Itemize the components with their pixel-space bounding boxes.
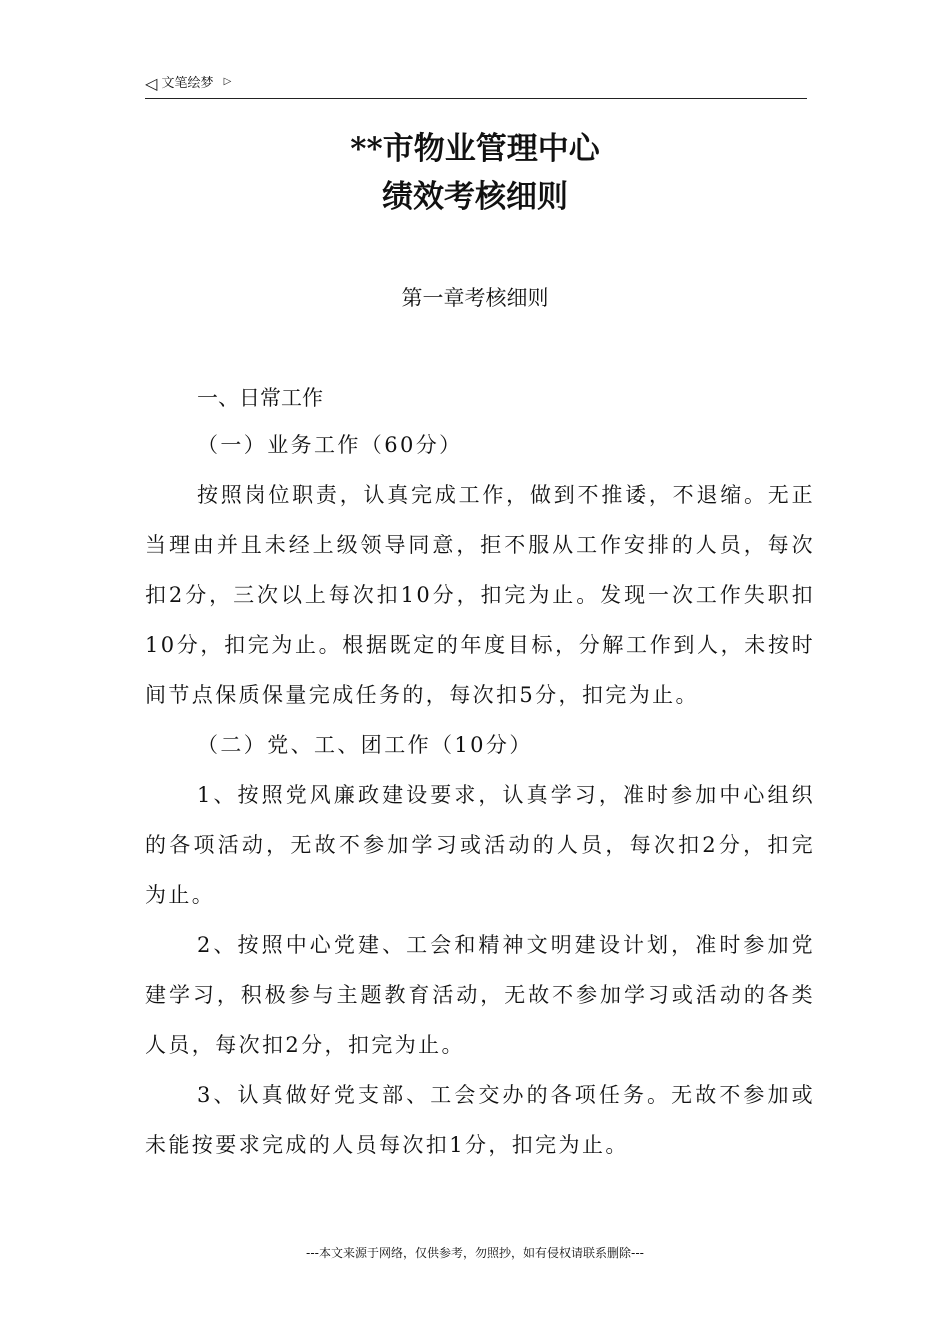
paragraph-party-rule-2: 2、按照中心党建、工会和精神文明建设计划，准时参加党建学习，积极参与主题教育活动，无故不参加学习或活动的各类人员，每次扣2分，扣完为止。 [145, 933, 815, 1057]
header-brand: 文笔绘梦 [161, 76, 214, 91]
subsection-heading-party: （二）党、工、团工作（10分） [197, 733, 533, 757]
right-triangle-icon: ▷ [223, 76, 232, 87]
section-heading: 一、日常工作 [197, 386, 323, 410]
document-body [145, 420, 815, 1170]
paragraph-party-rule-1: 1、按照党风廉政建设要求，认真学习，准时参加中心组织的各项活动，无故不参加学习或活动的人员，每次扣2分，扣完为止。 [145, 783, 815, 907]
document-title-line-2: 绩效考核细则 [382, 179, 568, 215]
page-footer-disclaimer: ---本文来源于网络，仅供参考，勿照抄，如有侵权请联系删除--- [306, 1246, 644, 1260]
page-header [145, 74, 807, 99]
paragraph-business-rules: 按照岗位职责，认真完成工作，做到不推诿，不退缩。无正当理由并且未经上级领导同意，拒不服从工作安排的人员，每次扣2分，三次以上每次扣10分，扣完为止。发现一次工作失职扣10分，扣完为止。根据既定的年度目标，分解工作到人，未按时间节点保质保量完成任务的，每次扣5分，扣完为止。 [145, 483, 815, 707]
paragraph-party-rule-3: 3、认真做好党支部、工会交办的各项任务。无故不参加或未能按要求完成的人员每次扣1分，扣完为止。 [145, 1083, 815, 1157]
subsection-heading-business: （一）业务工作（60分） [197, 433, 463, 457]
left-triangle-icon: ◁ [145, 74, 158, 93]
chapter-heading: 第一章考核细则 [401, 286, 549, 310]
document-title-line-1: **市物业管理中心 [350, 131, 600, 167]
